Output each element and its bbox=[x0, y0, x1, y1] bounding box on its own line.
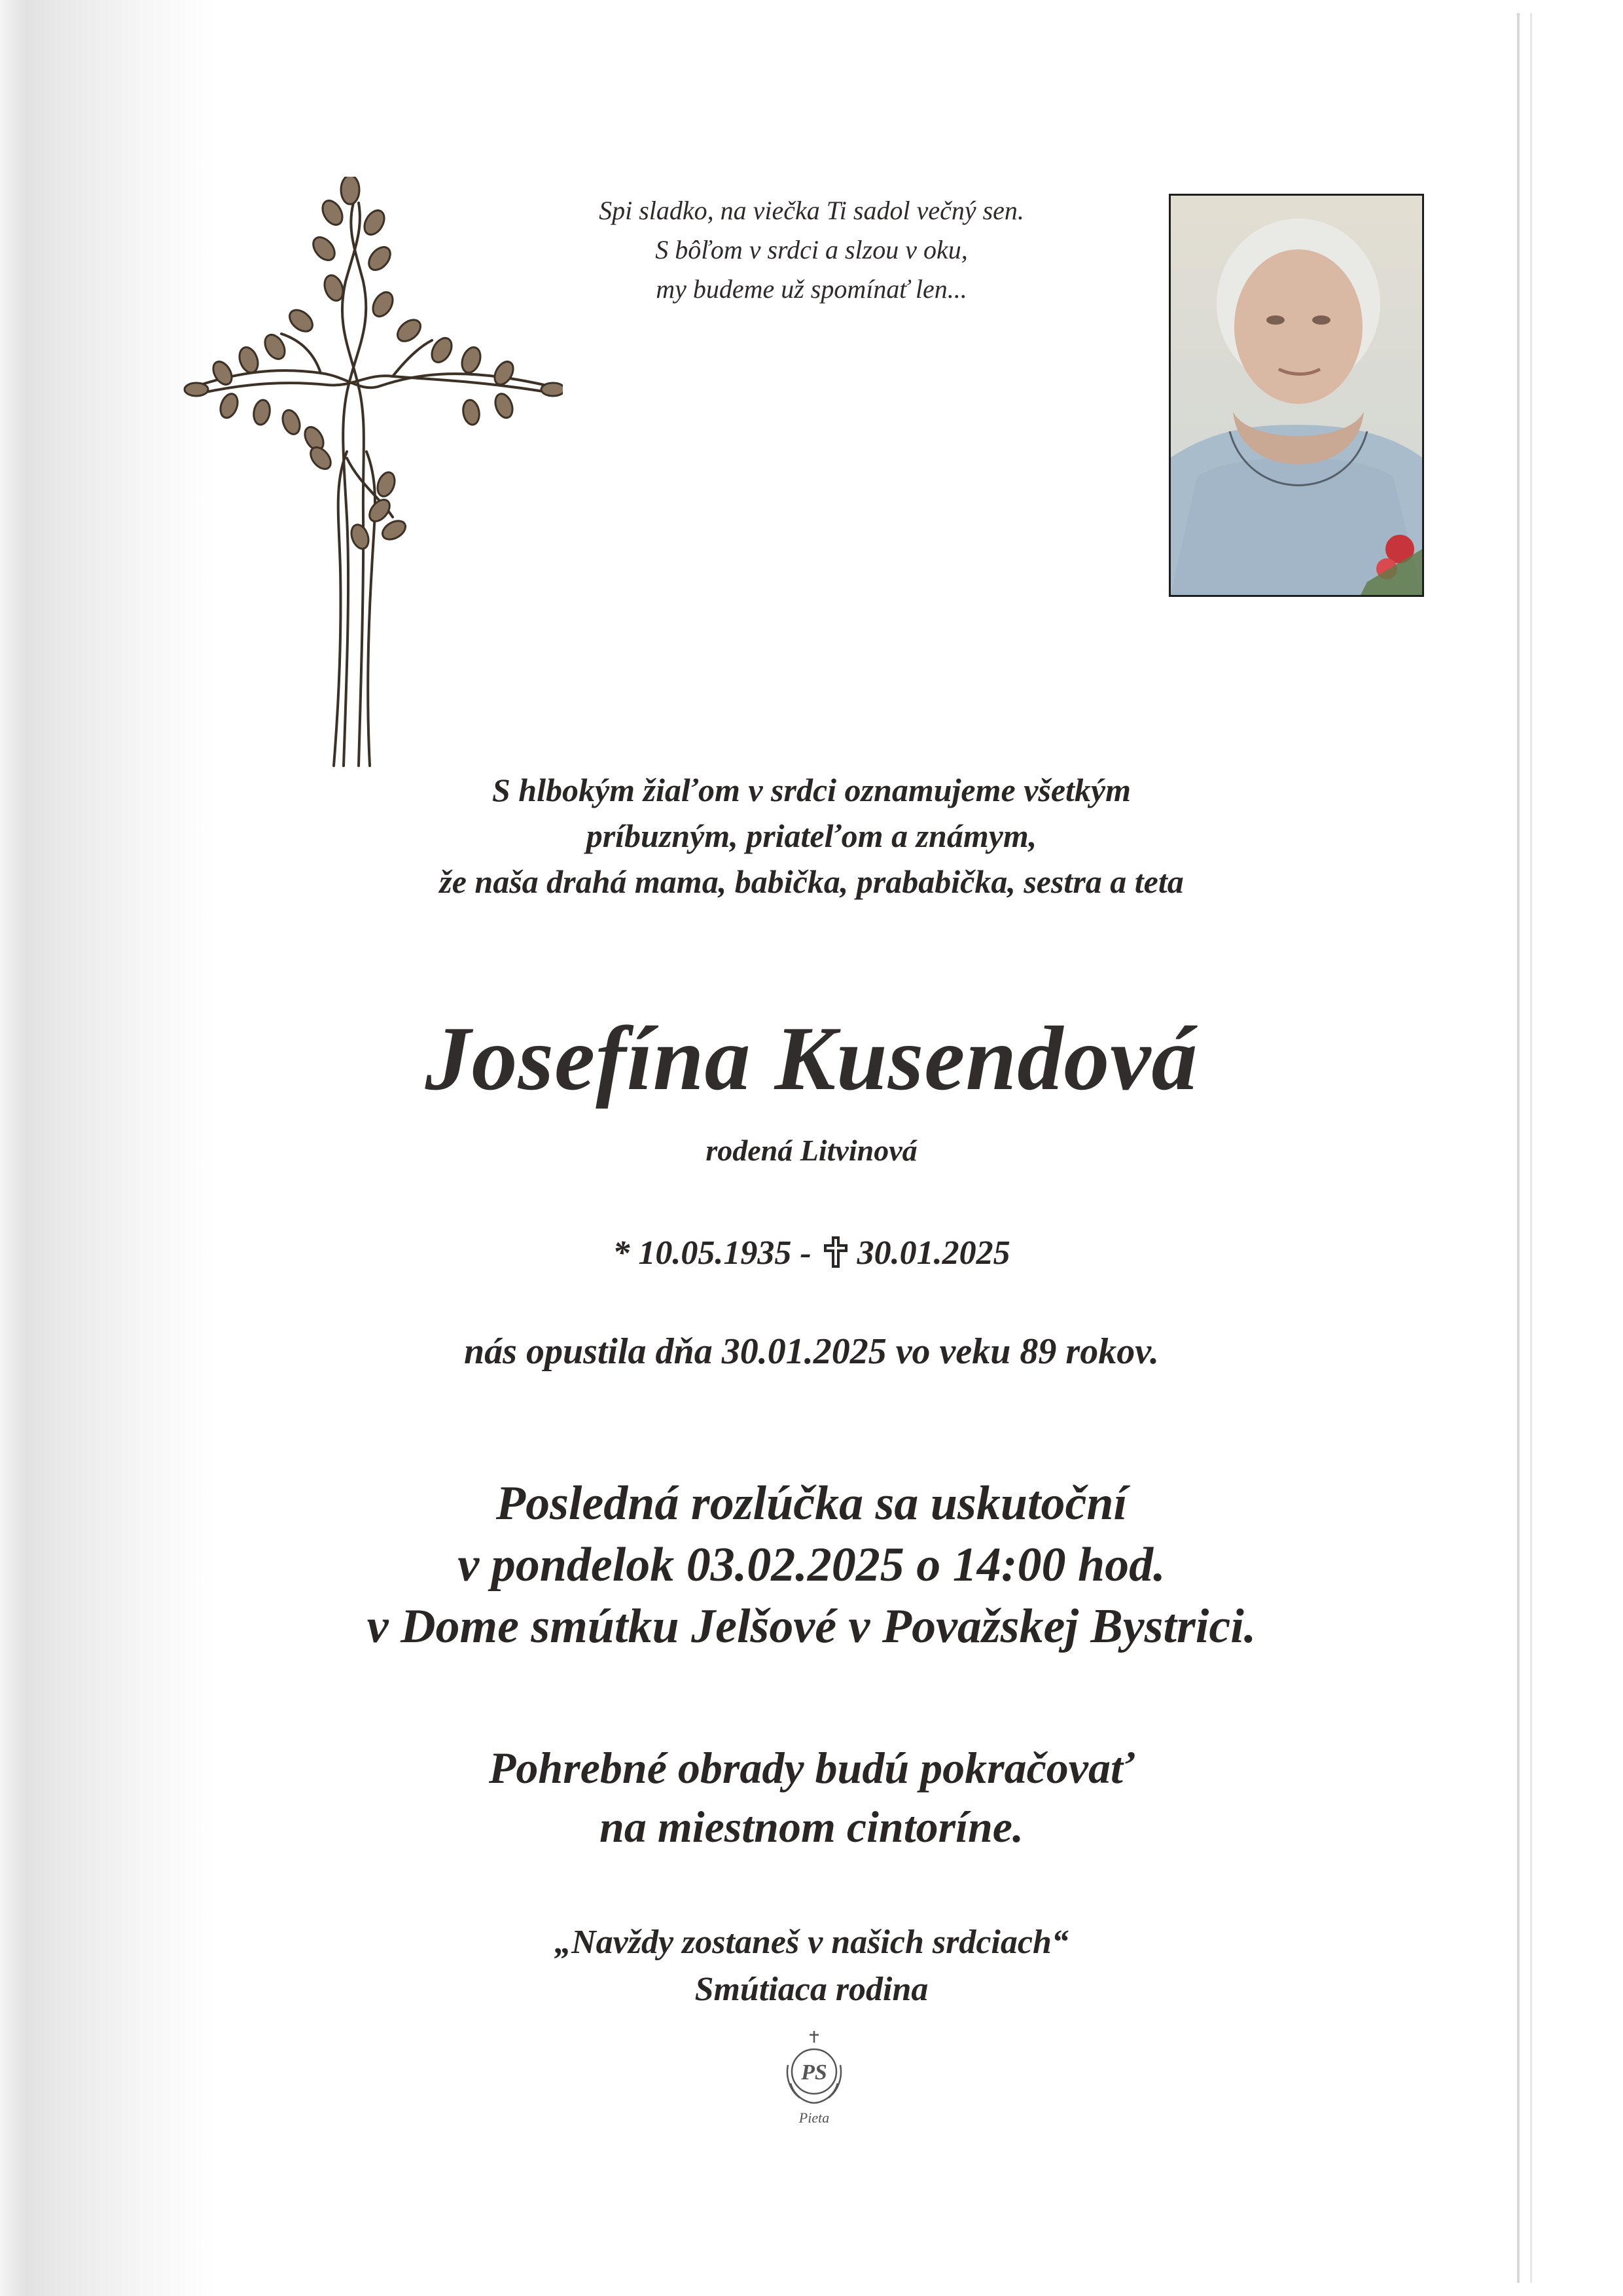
funeral-line: v pondelok 03.02.2025 o 14:00 hod. bbox=[457, 1538, 1166, 1592]
announcement-line: S hlbokým žiaľom v srdci oznamujeme všetkým bbox=[491, 772, 1132, 808]
announcement-line: že naša drahá mama, babička, prababička, sestra a teta bbox=[439, 863, 1184, 900]
memorial-verse bbox=[510, 191, 1113, 309]
closing-quote: „Navždy zostaneš v našich srdciach“ bbox=[554, 1924, 1069, 1961]
funeral-line: v Dome smútku Jelšové v Považskej Bystrici. bbox=[366, 1600, 1257, 1653]
birth-date: * 10.05.1935 - bbox=[613, 1234, 812, 1272]
passed-away-line: nás opustila dňa 30.01.2025 vo veku 89 rokov. bbox=[464, 1331, 1159, 1372]
burial-line: na miestnom cintoríne. bbox=[599, 1802, 1024, 1852]
funeral-line: Posledná rozlúčka sa uskutoční bbox=[495, 1477, 1128, 1530]
signature: Smútiaca rodina bbox=[694, 1971, 929, 2008]
announcement bbox=[196, 767, 1427, 905]
announcement-line: príbuzným, priateľom a známym, bbox=[586, 817, 1037, 854]
death-date: 30.01.2025 bbox=[857, 1234, 1010, 1272]
verse-line: my budeme už spomínať len... bbox=[656, 274, 967, 304]
tree-cross-ornament bbox=[183, 177, 563, 779]
page-edge-line bbox=[1517, 13, 1520, 2283]
burial-line: Pohrebné obrady budú pokračovať bbox=[488, 1743, 1135, 1793]
life-dates bbox=[196, 1230, 1427, 1276]
portrait-photo bbox=[1169, 194, 1424, 597]
maiden-name: rodená Litvinová bbox=[705, 1134, 918, 1167]
deceased-name: Josefína Kusendová bbox=[425, 1008, 1198, 1109]
logo-letters: PS bbox=[801, 2060, 827, 2085]
verse-line: S bôľom v srdci a slzou v oku, bbox=[655, 235, 968, 264]
page-edge-line bbox=[1530, 13, 1532, 2283]
closing bbox=[196, 1919, 1427, 2013]
cross-icon bbox=[824, 1236, 847, 1268]
verse-line: Spi sladko, na viečka Ti sadol večný sen. bbox=[599, 196, 1024, 225]
funeral-info bbox=[196, 1473, 1427, 1657]
logo-caption: Pieta bbox=[798, 2109, 830, 2126]
pieta-logo bbox=[775, 2026, 853, 2130]
burial-info bbox=[196, 1738, 1427, 1856]
